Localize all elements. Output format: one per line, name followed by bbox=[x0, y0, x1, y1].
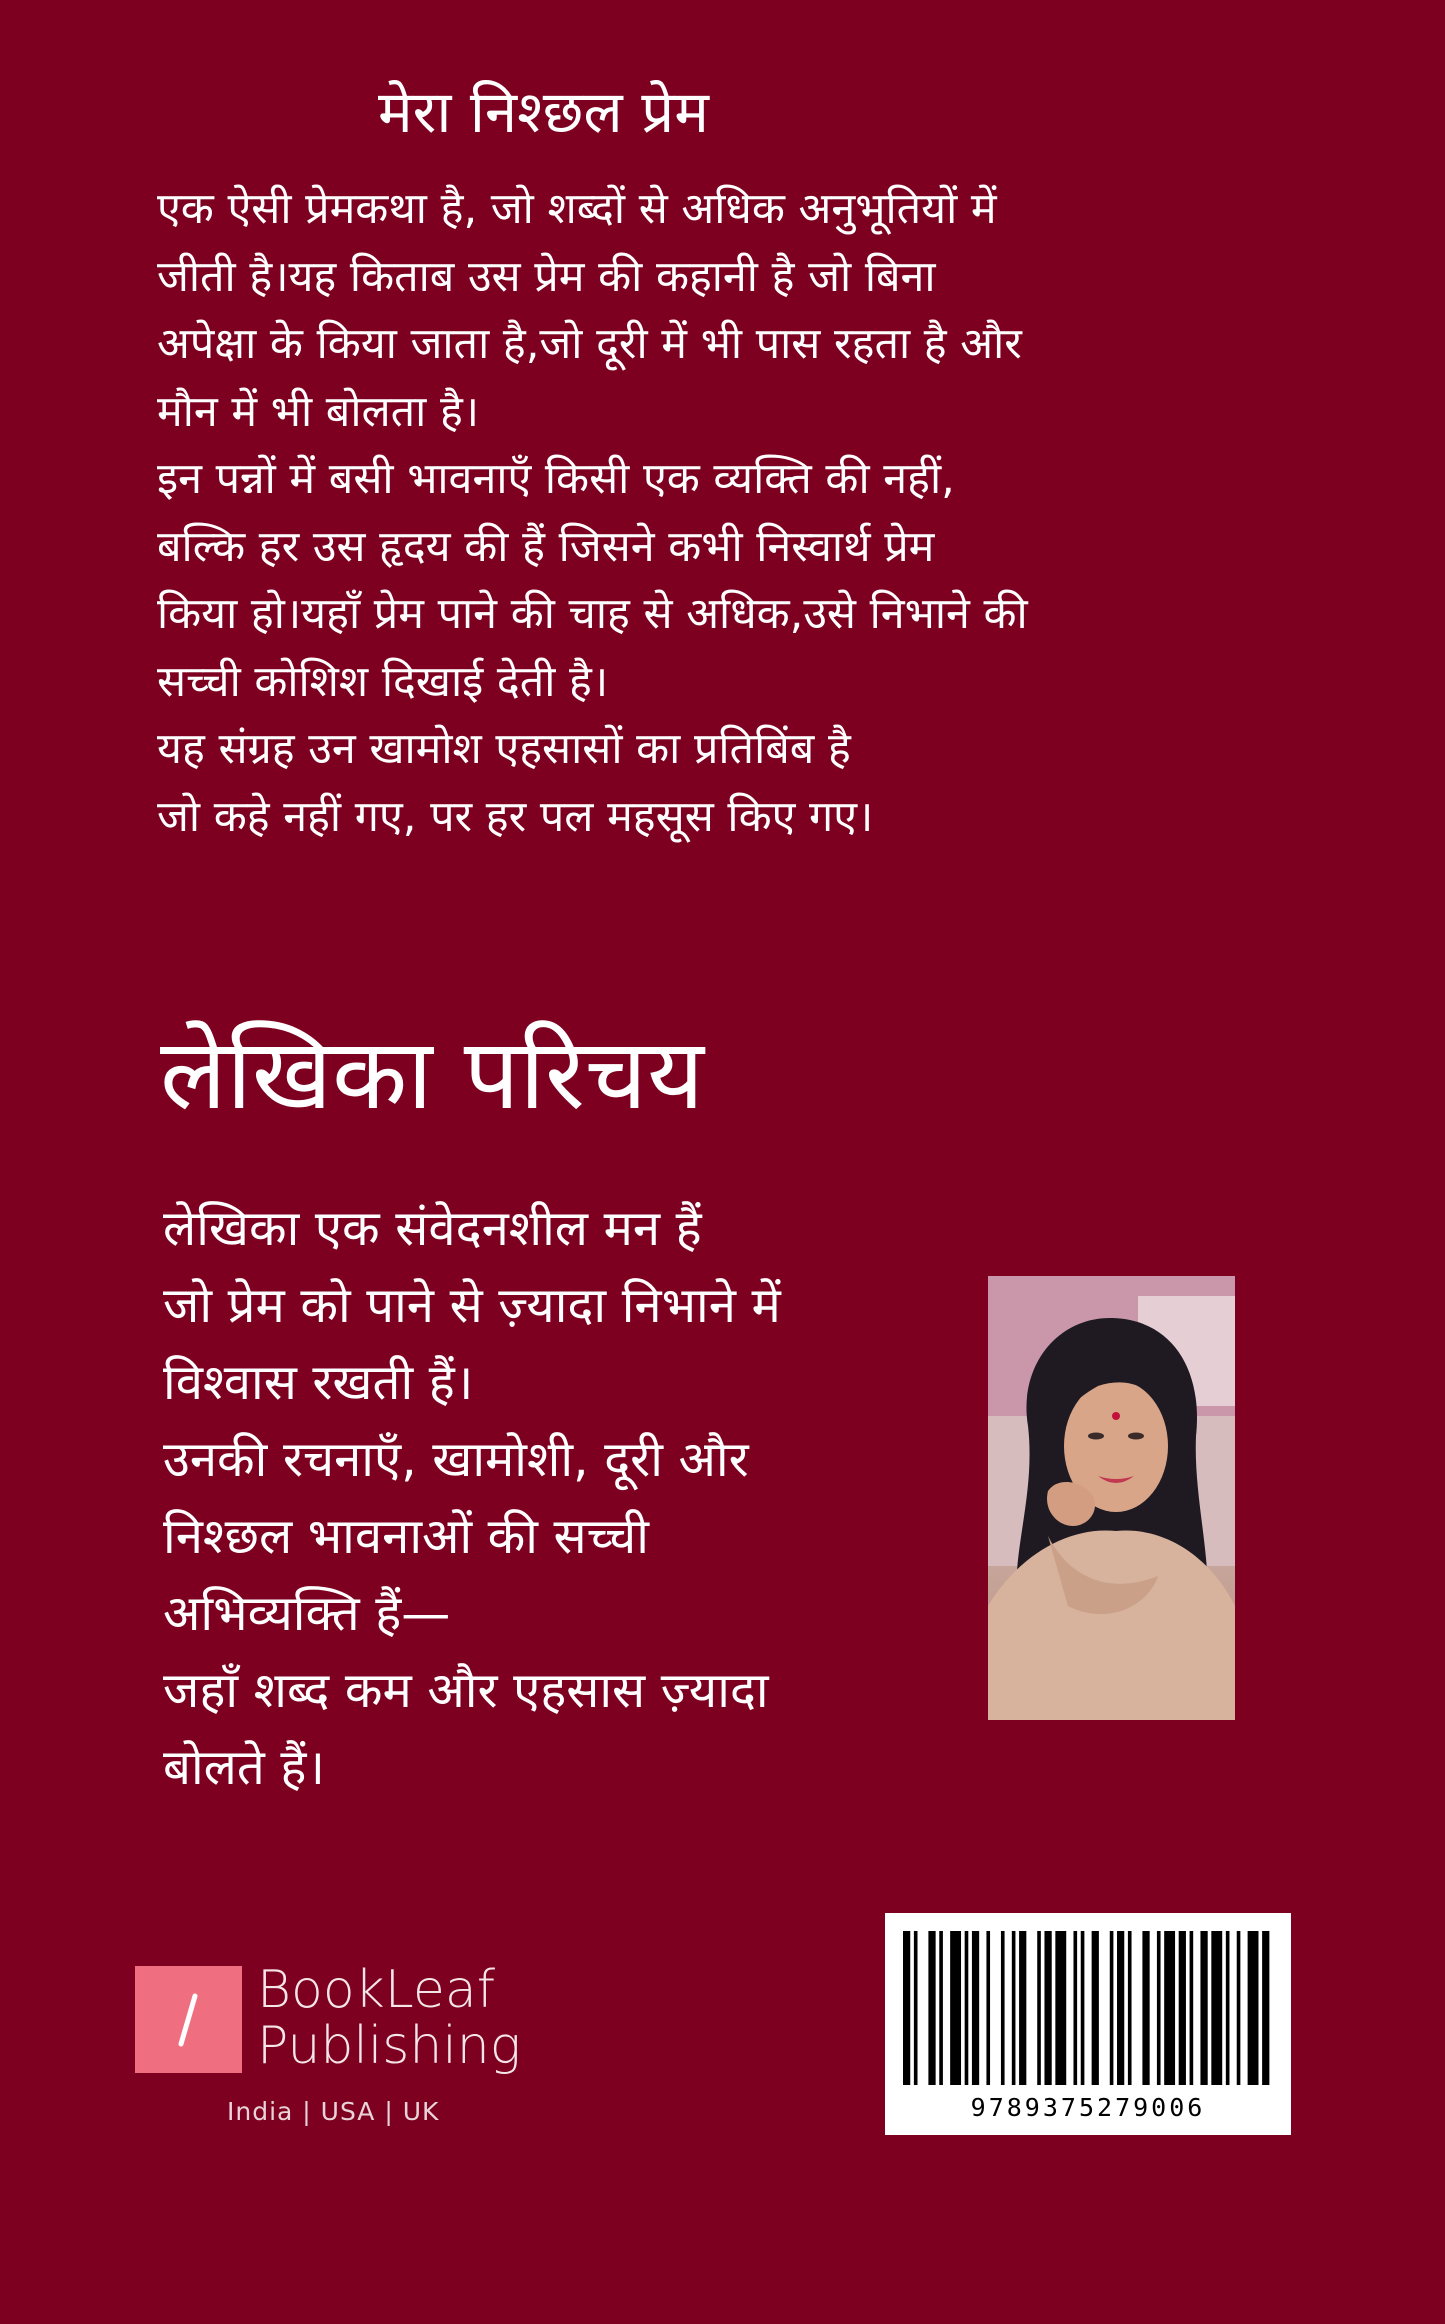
barcode-bar bbox=[1092, 1931, 1099, 2085]
barcode-bar bbox=[1019, 1931, 1026, 2085]
barcode-bar bbox=[1211, 1931, 1222, 2085]
barcode-bar bbox=[965, 1931, 969, 2085]
barcode-bar bbox=[939, 1931, 943, 2085]
barcode-bar bbox=[1055, 1931, 1066, 2085]
author-photo bbox=[988, 1276, 1235, 1720]
bio-line: निश्छल भावनाओं की सच्ची bbox=[163, 1508, 649, 1565]
barcode-bar bbox=[1117, 1931, 1124, 2085]
book-blurb bbox=[157, 176, 1217, 851]
barcode-bar bbox=[1157, 1931, 1161, 2085]
publisher-name bbox=[257, 1962, 521, 2074]
barcode-bar bbox=[1128, 1931, 1132, 2085]
blurb-line: इन पन्नों में बसी भावनाएँ किसी एक व्यक्ति की नहीं, bbox=[157, 454, 955, 504]
barcode-bar bbox=[1001, 1931, 1005, 2085]
bio-line: जहाँ शब्द कम और एहसास ज़्यादा bbox=[163, 1662, 769, 1719]
barcode-bar bbox=[1081, 1931, 1085, 2085]
blurb-line: मौन में भी बोलता है। bbox=[157, 386, 480, 437]
barcode-bar bbox=[928, 1931, 935, 2085]
book-title: मेरा निश्छल प्रेम bbox=[378, 78, 709, 146]
barcode-bar bbox=[1179, 1931, 1186, 2085]
bio-line: बोलते हैं। bbox=[163, 1739, 325, 1796]
author-heading: लेखिका परिचय bbox=[160, 1018, 704, 1132]
bio-line: लेखिका एक संवेदनशील मन हैं bbox=[163, 1200, 702, 1257]
blurb-line: बल्कि हर उस हृदय की हैं जिसने कभी निस्वार्थ प्रेम bbox=[157, 521, 935, 572]
barcode-bar bbox=[1248, 1931, 1259, 2085]
barcode-bar bbox=[1164, 1931, 1175, 2085]
barcode-bar bbox=[972, 1931, 979, 2085]
barcode-bar bbox=[1142, 1931, 1149, 2085]
bio-line: जो प्रेम को पाने से ज़्यादा निभाने में bbox=[163, 1277, 781, 1334]
blurb-line: जो कहे नहीं गए, पर हर पल महसूस किए गए। bbox=[157, 791, 874, 842]
publisher-name-line1: BookLeaf bbox=[257, 1960, 496, 2020]
publisher-regions: India | USA | UK bbox=[227, 2097, 440, 2126]
blurb-line: यह संग्रह उन खामोश एहसासों का प्रतिबिंब है bbox=[157, 724, 851, 774]
blurb-line: अपेक्षा के किया जाता है,जो दूरी में भी पास रहता है और bbox=[157, 319, 1022, 369]
barcode-bar bbox=[1037, 1931, 1041, 2085]
barcode-bar bbox=[1262, 1931, 1269, 2085]
isbn-number: 9789375279006 bbox=[970, 2093, 1206, 2122]
barcode-bar bbox=[1012, 1931, 1016, 2085]
author-portrait-icon bbox=[988, 1276, 1235, 1720]
author-bio bbox=[163, 1190, 943, 1806]
barcode-bar bbox=[950, 1931, 961, 2085]
publisher-logo bbox=[135, 1962, 555, 2142]
bio-line: उनकी रचनाएँ, खामोशी, दूरी और bbox=[163, 1431, 749, 1488]
barcode-bar bbox=[914, 1931, 918, 2085]
bio-line: विश्वास रखती हैं। bbox=[163, 1354, 474, 1411]
barcode-bar bbox=[1044, 1931, 1051, 2085]
barcode-bar bbox=[1190, 1931, 1194, 2085]
isbn-barcode bbox=[885, 1913, 1291, 2135]
barcode-bar bbox=[1226, 1931, 1230, 2085]
blurb-line: जीती है।यह किताब उस प्रेम की कहानी है जो बिना bbox=[157, 251, 936, 302]
barcode-bar bbox=[1110, 1931, 1114, 2085]
barcode-bar bbox=[1200, 1931, 1207, 2085]
publisher-name-line2: Publishing bbox=[257, 2016, 521, 2076]
blurb-line: किया हो।यहाँ प्रेम पाने की चाह से अधिक,उसे निभाने की bbox=[157, 589, 1028, 639]
barcode-bar bbox=[1237, 1931, 1241, 2085]
blurb-line: एक ऐसी प्रेमकथा है, जो शब्दों से अधिक अनुभूतियों में bbox=[157, 184, 997, 234]
slash-logo-icon bbox=[135, 1966, 242, 2073]
bio-line: अभिव्यक्ति हैं— bbox=[163, 1585, 451, 1642]
blurb-line: सच्ची कोशिश दिखाई देती है। bbox=[157, 656, 609, 707]
barcode-bar bbox=[986, 1931, 990, 2085]
barcode-bar bbox=[1073, 1931, 1077, 2085]
barcode-bar bbox=[903, 1931, 910, 2085]
